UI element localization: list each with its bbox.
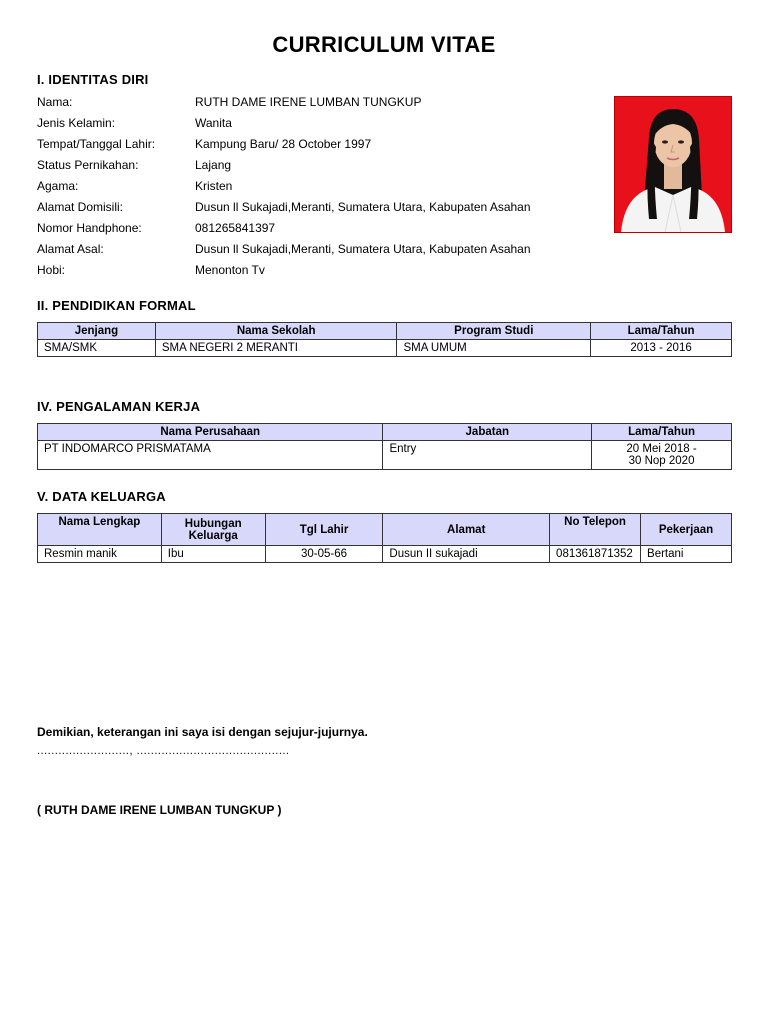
table-cell: SMA UMUM: [397, 340, 591, 357]
identity-label: Jenis Kelamin:: [37, 116, 116, 130]
table-header-row: [38, 323, 732, 340]
column-header: Nama Lengkap: [38, 514, 162, 546]
identity-value: Kampung Baru/ 28 October 1997: [195, 137, 372, 151]
table-row: [38, 441, 732, 470]
identity-label: Alamat Asal:: [37, 242, 104, 256]
identity-value: Kristen: [195, 179, 233, 193]
table-cell: SMA/SMK: [38, 340, 156, 357]
identity-label: Status Pernikahan:: [37, 158, 139, 172]
education-heading: II. PENDIDIKAN FORMAL: [37, 298, 196, 313]
closing-statement: Demikian, keterangan ini saya isi dengan sejujur-jujurnya.: [37, 725, 368, 739]
table-row: [38, 340, 732, 357]
table-cell: PT INDOMARCO PRISMATAMA: [38, 441, 383, 470]
identity-value: Menonton Tv: [195, 263, 265, 277]
table-cell: 081361871352: [550, 546, 641, 563]
table-cell: Dusun II sukajadi: [383, 546, 550, 563]
family-table: [37, 513, 732, 563]
period-end: 30 Nop 2020: [628, 455, 695, 467]
experience-table: [37, 423, 732, 470]
table-cell: Ibu: [161, 546, 265, 563]
education-table: [37, 322, 732, 357]
column-header: [161, 514, 265, 546]
identity-heading: I. IDENTITAS DIRI: [37, 72, 149, 87]
column-header: Lama/Tahun: [591, 323, 732, 340]
column-header-line: Hubungan: [184, 517, 242, 530]
identity-label: Alamat Domisili:: [37, 200, 124, 214]
profile-photo: [614, 96, 732, 233]
table-cell: [592, 441, 732, 470]
place-date-line: .........................., ...........................................: [37, 745, 290, 757]
table-header-row: [38, 424, 732, 441]
period-start: 20 Mei 2018 -: [626, 443, 697, 455]
identity-value: RUTH DAME IRENE LUMBAN TUNGKUP: [195, 95, 422, 109]
identity-value: 081265841397: [195, 221, 276, 235]
column-header: No Telepon: [550, 514, 641, 546]
column-header: Jabatan: [383, 424, 592, 441]
column-header: Pekerjaan: [641, 514, 732, 546]
table-cell: Bertani: [641, 546, 732, 563]
table-cell: SMA NEGERI 2 MERANTI: [155, 340, 397, 357]
table-cell: 30-05-66: [265, 546, 383, 563]
experience-heading: IV. PENGALAMAN KERJA: [37, 399, 201, 414]
column-header: Nama Perusahaan: [38, 424, 383, 441]
identity-label: Agama:: [37, 179, 79, 193]
identity-label: Nomor Handphone:: [37, 221, 142, 235]
table-cell: Resmin manik: [38, 546, 162, 563]
identity-value: Dusun ll Sukajadi,Meranti, Sumatera Utara, Kabupaten Asahan: [195, 200, 531, 214]
identity-label: Hobi:: [37, 263, 66, 277]
table-header-row: [38, 514, 732, 546]
table-cell: 2013 - 2016: [591, 340, 732, 357]
family-heading: V. DATA KELUARGA: [37, 489, 166, 504]
column-header-line: Keluarga: [188, 529, 238, 542]
table-cell: Entry: [383, 441, 592, 470]
identity-value: Lajang: [195, 158, 232, 172]
identity-value: Wanita: [195, 116, 232, 130]
identity-label: Tempat/Tanggal Lahir:: [37, 137, 156, 151]
portrait-illustration: [615, 97, 731, 232]
column-header: Tgl Lahir: [265, 514, 383, 546]
table-row: [38, 546, 732, 563]
column-header: Program Studi: [397, 323, 591, 340]
signature-name: ( RUTH DAME IRENE LUMBAN TUNGKUP ): [37, 803, 282, 817]
page-title: CURRICULUM VITAE: [272, 32, 496, 57]
column-header: Alamat: [383, 514, 550, 546]
identity-label: Nama:: [37, 95, 73, 109]
identity-value: Dusun ll Sukajadi,Meranti, Sumatera Utara, Kabupaten Asahan: [195, 242, 531, 256]
column-header: Jenjang: [38, 323, 156, 340]
column-header: Lama/Tahun: [592, 424, 732, 441]
column-header: Nama Sekolah: [155, 323, 397, 340]
